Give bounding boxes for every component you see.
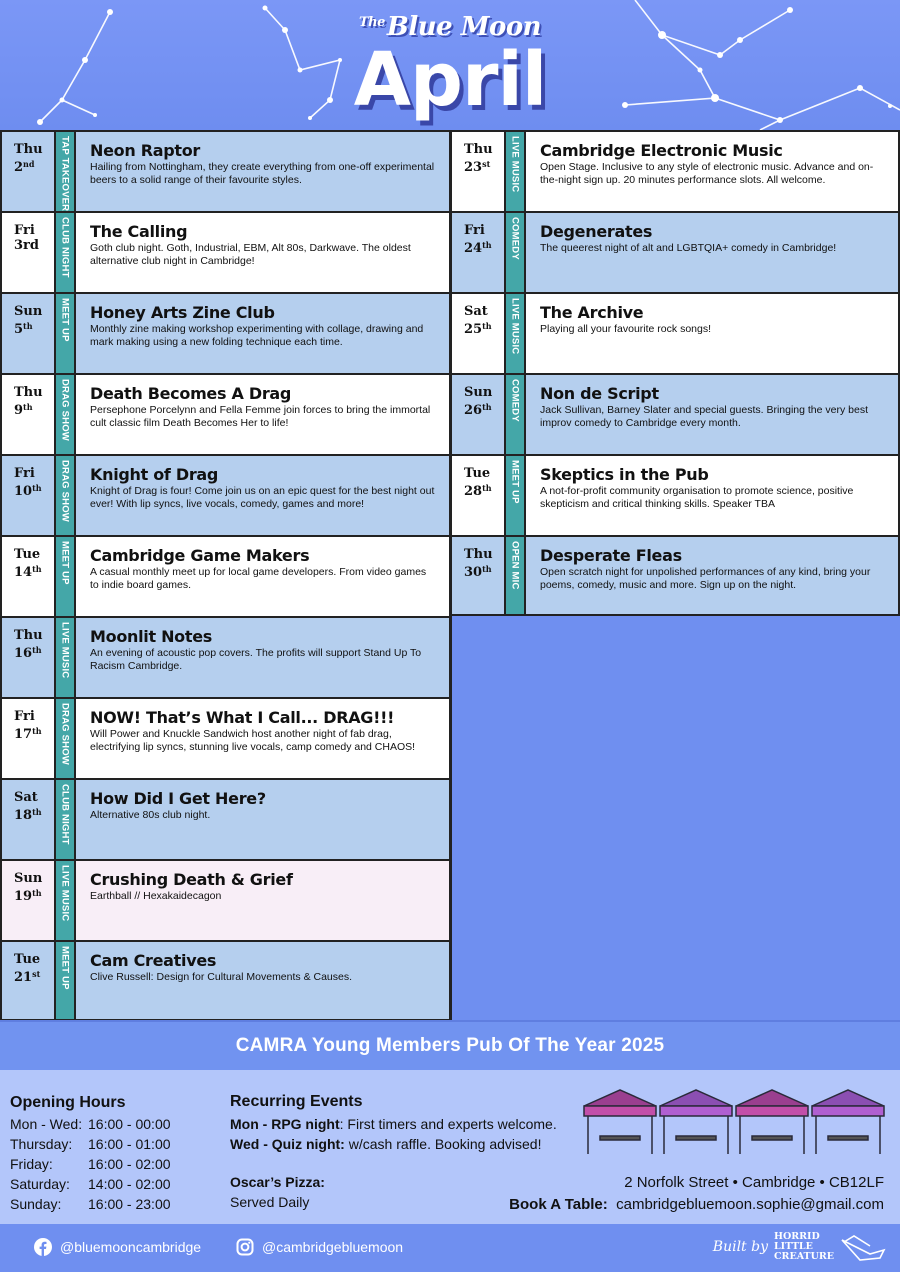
event-date xyxy=(2,699,54,778)
event-description: Will Power and Knuckle Sandwich host another night of fab drag, electrifying lip syncs, stunning live vocals, camp comedy and CHAOS! xyxy=(90,728,416,753)
opening-hours-row xyxy=(10,1134,210,1154)
event-day: Fri xyxy=(14,223,35,238)
event-title: Moonlit Notes xyxy=(90,627,212,646)
event-description: Playing all your favourite rock songs! xyxy=(540,323,711,335)
event-date xyxy=(452,537,504,614)
event-date-number xyxy=(14,238,54,253)
event-description: A casual monthly meet up for local game developers. From video games to indie board games. xyxy=(90,566,427,591)
event-info xyxy=(526,375,898,454)
event-category-label: DRAG SHOW xyxy=(59,460,71,522)
event-category-label: CLUB NIGHT xyxy=(59,784,71,845)
recurring-wednesday-label: Wed - Quiz night: xyxy=(230,1136,345,1152)
event-row xyxy=(0,940,451,1021)
event-category-label: DRAG SHOW xyxy=(59,379,71,441)
event-description: A not-for-profit community organisation to promote science, positive skepticism and critical thinking skills. Speaker TBA xyxy=(540,485,854,510)
event-date xyxy=(452,132,504,211)
event-category-label: TAP TAKEOVER xyxy=(59,136,71,211)
event-category-label: COMEDY xyxy=(509,379,521,422)
event-date xyxy=(2,213,54,292)
event-day: Tue xyxy=(14,547,41,562)
event-title: Cambridge Game Makers xyxy=(90,546,310,565)
events-column-left xyxy=(0,130,451,1021)
event-category-label: MEET UP xyxy=(509,460,521,504)
event-day: Sun xyxy=(464,385,493,400)
opening-hours-time: 16:00 - 01:00 xyxy=(88,1136,171,1152)
event-category-tag xyxy=(54,942,76,1019)
event-date-number xyxy=(14,319,54,337)
facebook-handle: @bluemooncambridge xyxy=(60,1239,202,1255)
instagram-handle: @cambridgebluemoon xyxy=(262,1239,404,1255)
event-date-suffix: nd xyxy=(23,159,35,169)
event-row xyxy=(0,373,451,454)
info-section xyxy=(0,1070,900,1224)
event-date-num: 19 xyxy=(14,889,33,904)
event-category-label: LIVE MUSIC xyxy=(509,298,521,355)
event-title: How Did I Get Here? xyxy=(90,789,266,808)
event-row xyxy=(450,373,900,454)
event-date-suffix: th xyxy=(482,564,492,574)
event-row xyxy=(0,454,451,535)
event-description: Open scratch night for unpolished performances of any kind, bring your poems, comedy, music and more. Sign up on the night. xyxy=(540,566,871,591)
event-category-tag xyxy=(54,861,76,940)
event-row xyxy=(450,130,900,211)
events-column-right xyxy=(450,130,900,616)
event-info xyxy=(76,942,449,1019)
instagram-link[interactable] xyxy=(236,1238,403,1256)
event-title: Neon Raptor xyxy=(90,141,200,160)
event-day: Tue xyxy=(464,466,491,481)
event-info xyxy=(76,456,449,535)
event-title: The Calling xyxy=(90,222,188,241)
event-description: Open Stage. Inclusive to any style of electronic music. Advance and on-the-night sign up. 20 minutes performance slots. All welcome. xyxy=(540,161,874,186)
event-day: Fri xyxy=(14,466,35,481)
event-date-num: 17 xyxy=(14,727,33,742)
event-date-num: 9 xyxy=(14,403,24,418)
booking-label: Book A Table: xyxy=(509,1196,608,1213)
event-title: Skeptics in the Pub xyxy=(540,465,709,484)
event-info xyxy=(76,861,449,940)
event-date xyxy=(2,780,54,859)
recurring-monday-label: Mon - RPG night xyxy=(230,1116,340,1132)
event-description: Jack Sullivan, Barney Slater and special guests. Bringing the very best improv comedy to Cambridge every month. xyxy=(540,404,869,429)
event-date-number xyxy=(14,805,54,823)
event-description: Earthball // Hexakaidecagon xyxy=(90,890,222,902)
event-date-suffix: th xyxy=(32,645,42,655)
event-date-num: 18 xyxy=(14,808,33,823)
event-day: Sun xyxy=(14,304,43,319)
event-date-num: 30 xyxy=(464,565,483,580)
event-date-suffix: th xyxy=(482,483,492,493)
event-date-num: 25 xyxy=(464,322,483,337)
event-day: Thu xyxy=(464,142,493,157)
event-date-suffix: th xyxy=(32,888,42,898)
event-date-num: 5 xyxy=(14,322,24,337)
logo-the: The xyxy=(358,15,385,30)
event-date-suffix: th xyxy=(32,564,42,574)
event-date-number xyxy=(464,157,504,175)
event-info xyxy=(76,375,449,454)
event-description: Monthly zine making workshop experimenting with collage, drawing and mark making using a new folding technique each time. xyxy=(90,323,424,348)
event-date-suffix: th xyxy=(32,807,42,817)
event-row xyxy=(0,130,451,211)
market-tents-illustration xyxy=(582,1088,888,1160)
recurring-monday-text: : First timers and experts welcome. xyxy=(339,1116,557,1132)
event-category-tag xyxy=(54,618,76,697)
event-date-num: 3rd xyxy=(14,238,39,253)
event-row xyxy=(450,454,900,535)
opening-hours-day: Friday: xyxy=(10,1156,53,1172)
event-date-num: 21 xyxy=(14,970,33,985)
event-day: Tue xyxy=(14,952,41,967)
builder-line-1: HORRID xyxy=(774,1231,820,1242)
event-title: Degenerates xyxy=(540,222,653,241)
event-date-num: 23 xyxy=(464,160,483,175)
event-title: Non de Script xyxy=(540,384,659,403)
pizza-text: Served Daily xyxy=(230,1194,310,1210)
event-date-number xyxy=(464,238,504,256)
creature-logo-icon xyxy=(840,1232,886,1262)
event-date-number xyxy=(14,157,54,175)
event-date xyxy=(2,375,54,454)
event-info xyxy=(76,132,449,211)
opening-hours-time: 16:00 - 00:00 xyxy=(88,1116,171,1132)
event-category-tag xyxy=(54,780,76,859)
event-description: Hailing from Nottingham, they create everything from one-off experimental beers to a solid range of their favourite styles. xyxy=(90,161,435,186)
events-calendar xyxy=(0,130,900,1020)
event-date-suffix: st xyxy=(32,969,41,979)
event-row xyxy=(0,211,451,292)
event-category-label: MEET UP xyxy=(59,946,71,990)
event-category-tag xyxy=(504,537,526,614)
event-date-suffix: th xyxy=(482,321,492,331)
event-category-tag xyxy=(54,213,76,292)
event-day: Sat xyxy=(14,790,38,805)
event-info xyxy=(76,699,449,778)
event-row xyxy=(450,292,900,373)
event-day: Thu xyxy=(464,547,493,562)
event-category-label: CLUB NIGHT xyxy=(59,217,71,278)
event-date-number xyxy=(14,400,54,418)
event-date xyxy=(2,456,54,535)
instagram-icon xyxy=(236,1238,254,1256)
event-row xyxy=(450,535,900,616)
event-day: Sun xyxy=(14,871,43,886)
event-date-number xyxy=(464,481,504,499)
event-date-suffix: st xyxy=(482,159,491,169)
event-description: Goth club night. Goth, Industrial, EBM, Alt 80s, Darkwave. The oldest alternative club night in Cambridge! xyxy=(90,242,411,267)
event-date-number xyxy=(464,319,504,337)
event-row xyxy=(450,211,900,292)
event-info xyxy=(76,780,449,859)
event-day: Sat xyxy=(464,304,488,319)
event-date-number xyxy=(464,400,504,418)
event-description: Clive Russell: Design for Cultural Movements & Causes. xyxy=(90,971,353,983)
event-info xyxy=(76,213,449,292)
event-day: Fri xyxy=(14,709,35,724)
event-date-num: 26 xyxy=(464,403,483,418)
builder-line-2: LITTLE xyxy=(774,1241,813,1252)
event-category-label: MEET UP xyxy=(59,298,71,342)
event-row xyxy=(0,859,451,940)
event-info xyxy=(526,456,898,535)
event-date-number xyxy=(14,562,54,580)
event-date-number xyxy=(14,724,54,742)
event-category-tag xyxy=(54,375,76,454)
empty-calendar-area xyxy=(450,616,900,1020)
builder-line-3: CREATURE xyxy=(774,1251,835,1262)
opening-hours xyxy=(10,1094,210,1214)
recurring-monday xyxy=(230,1114,580,1134)
event-day: Fri xyxy=(464,223,485,238)
event-title: The Archive xyxy=(540,303,644,322)
event-date xyxy=(452,213,504,292)
event-info xyxy=(526,132,898,211)
event-category-tag xyxy=(54,699,76,778)
event-description: Persephone Porcelynn and Fella Femme join forces to bring the immortal cult classic film Death Becomes Her to life! xyxy=(90,404,431,429)
event-category-label: LIVE MUSIC xyxy=(59,622,71,679)
event-day: Thu xyxy=(14,628,43,643)
event-date-suffix: th xyxy=(23,402,33,412)
pizza-label: Oscar’s Pizza: xyxy=(230,1174,325,1190)
event-description: An evening of acoustic pop covers. The profits will support Stand Up To Racism Cambridge. xyxy=(90,647,422,672)
opening-hours-row xyxy=(10,1174,210,1194)
built-by-credit xyxy=(713,1232,886,1262)
event-date-number xyxy=(14,481,54,499)
event-info xyxy=(76,537,449,616)
logo-name: Blue Moon xyxy=(386,12,542,42)
event-row xyxy=(0,697,451,778)
event-category-tag xyxy=(54,132,76,211)
event-date-suffix: th xyxy=(482,240,492,250)
event-category-label: MEET UP xyxy=(59,541,71,585)
event-date-number xyxy=(14,886,54,904)
opening-hours-time: 16:00 - 23:00 xyxy=(88,1196,171,1212)
opening-hours-day: Saturday: xyxy=(10,1176,70,1192)
facebook-icon xyxy=(34,1238,52,1256)
event-date-num: 28 xyxy=(464,484,483,499)
booking-line xyxy=(509,1194,884,1216)
venue-address-block xyxy=(509,1172,884,1216)
event-description: The queerest night of alt and LGBTQIA+ comedy in Cambridge! xyxy=(540,242,837,254)
event-row xyxy=(0,778,451,859)
event-date-number xyxy=(14,967,54,985)
event-date-suffix: th xyxy=(23,321,33,331)
event-date-num: 24 xyxy=(464,241,483,256)
event-date xyxy=(2,618,54,697)
opening-hours-row xyxy=(10,1194,210,1214)
event-date-suffix: th xyxy=(32,483,42,493)
event-row xyxy=(0,535,451,616)
header xyxy=(0,0,900,130)
event-title: Desperate Fleas xyxy=(540,546,682,565)
event-row xyxy=(0,292,451,373)
award-banner: CAMRA Young Members Pub Of The Year 2025 xyxy=(0,1020,900,1070)
recurring-wednesday-text: w/cash raffle. Booking advised! xyxy=(344,1136,542,1152)
event-row xyxy=(0,616,451,697)
event-category-tag xyxy=(504,456,526,535)
event-date-num: 16 xyxy=(14,646,33,661)
opening-hours-day: Sunday: xyxy=(10,1196,62,1212)
event-title: Crushing Death & Grief xyxy=(90,870,293,889)
event-category-tag xyxy=(504,132,526,211)
event-info xyxy=(526,294,898,373)
opening-hours-time: 14:00 - 02:00 xyxy=(88,1176,171,1192)
event-category-label: LIVE MUSIC xyxy=(509,136,521,193)
builder-logo-text xyxy=(774,1232,840,1262)
event-date-suffix: th xyxy=(482,402,492,412)
booking-email-link[interactable]: cambridgebluemoon.sophie@gmail.com xyxy=(616,1196,884,1213)
event-date xyxy=(2,537,54,616)
recurring-wednesday xyxy=(230,1134,580,1154)
event-category-label: DRAG SHOW xyxy=(59,703,71,765)
event-description: Alternative 80s club night. xyxy=(90,809,211,821)
event-date-suffix: th xyxy=(32,726,42,736)
event-info xyxy=(76,618,449,697)
facebook-link[interactable] xyxy=(34,1238,201,1256)
event-category-tag xyxy=(504,375,526,454)
social-bar xyxy=(0,1224,900,1272)
event-title: Death Becomes A Drag xyxy=(90,384,292,403)
event-title: Cambridge Electronic Music xyxy=(540,141,783,160)
event-date-num: 10 xyxy=(14,484,33,499)
opening-hours-title: Opening Hours xyxy=(10,1094,126,1111)
event-day: Thu xyxy=(14,142,43,157)
event-title: NOW! That’s What I Call... DRAG!!! xyxy=(90,708,395,727)
opening-hours-time: 16:00 - 02:00 xyxy=(88,1156,171,1172)
event-title: Knight of Drag xyxy=(90,465,219,484)
event-info xyxy=(526,537,898,614)
event-date xyxy=(2,132,54,211)
event-info xyxy=(526,213,898,292)
month-title: April xyxy=(353,37,547,123)
event-date xyxy=(452,375,504,454)
event-date-number xyxy=(464,562,504,580)
event-title: Honey Arts Zine Club xyxy=(90,303,275,322)
event-info xyxy=(76,294,449,373)
venue-address: 2 Norfolk Street • Cambridge • CB12LF xyxy=(624,1174,884,1191)
event-category-tag xyxy=(54,537,76,616)
event-date-num: 2 xyxy=(14,160,24,175)
event-day: Thu xyxy=(14,385,43,400)
event-category-tag xyxy=(504,213,526,292)
event-category-tag xyxy=(54,456,76,535)
built-by-label: Built by xyxy=(712,1239,768,1255)
event-category-label: LIVE MUSIC xyxy=(59,865,71,922)
opening-hours-row xyxy=(10,1114,210,1134)
event-title: Cam Creatives xyxy=(90,951,217,970)
event-date-number xyxy=(14,643,54,661)
opening-hours-row xyxy=(10,1154,210,1174)
event-date xyxy=(2,294,54,373)
event-date xyxy=(2,942,54,1019)
opening-hours-day: Mon - Wed: xyxy=(10,1116,83,1132)
event-description: Knight of Drag is four! Come join us on an epic quest for the best night out ever! With lip syncs, live vocals, comedy, games and more! xyxy=(90,485,435,510)
event-category-label: OPEN MIC xyxy=(509,541,521,590)
recurring-events-title: Recurring Events xyxy=(230,1093,363,1110)
opening-hours-day: Thursday: xyxy=(10,1136,73,1152)
event-category-label: COMEDY xyxy=(509,217,521,260)
event-date xyxy=(452,456,504,535)
event-date-num: 14 xyxy=(14,565,33,580)
event-date xyxy=(2,861,54,940)
event-category-tag xyxy=(54,294,76,373)
event-category-tag xyxy=(504,294,526,373)
event-date xyxy=(452,294,504,373)
